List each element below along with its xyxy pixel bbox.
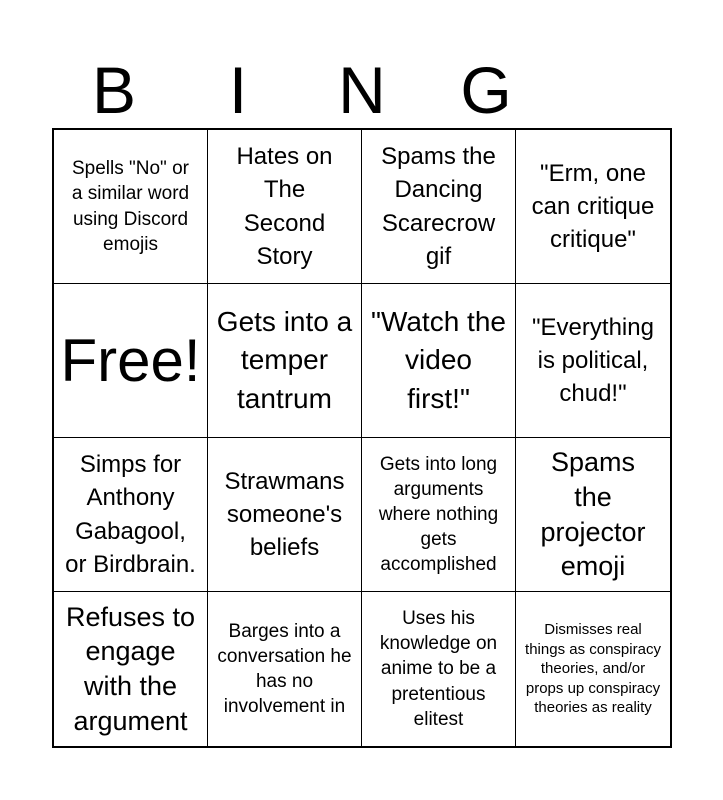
cell-text: "Watch the video first!"	[371, 305, 506, 414]
cell-text: Simps for Anthony Gabagool, or Birdbrain.	[65, 451, 196, 578]
cell-text: Dismisses real things as conspiracy theories, and/or props up conspiracy theories as reality	[525, 621, 661, 717]
cell-text: "Erm, one can critique critique"	[531, 159, 655, 254]
bingo-cell[interactable]	[208, 284, 362, 438]
bingo-cell[interactable]	[362, 438, 516, 592]
free-space-text: Free!	[60, 326, 201, 394]
cell-text: Uses his knowledge on anime to be a pretentious elitest	[379, 608, 498, 730]
bingo-cell[interactable]	[516, 284, 670, 438]
cell-text: "Everything is political, chud!"	[532, 313, 654, 408]
bingo-cell[interactable]	[208, 130, 362, 284]
cell-text: Barges into a conversation he has no involvement in	[217, 620, 352, 718]
bingo-cell[interactable]	[54, 438, 208, 592]
bingo-cell[interactable]	[362, 284, 516, 438]
cell-text: Hates on The Second Story	[236, 143, 333, 270]
bingo-board	[52, 128, 672, 748]
cell-text: Spells "No" or a similar word using Discord emojis	[71, 158, 190, 255]
header-letter-n: N	[338, 53, 386, 127]
bingo-header	[52, 52, 672, 128]
header-letter-i: I	[228, 53, 248, 127]
bingo-cell[interactable]	[54, 130, 208, 284]
bingo-cell[interactable]	[516, 438, 670, 592]
header-letter-g: G	[460, 53, 512, 127]
cell-text: Gets into long arguments where nothing gets accomplished	[378, 453, 499, 576]
cell-text: Refuses to engage with the argument	[65, 601, 196, 736]
header-letter-b: B	[91, 53, 137, 127]
bingo-cell[interactable]	[516, 130, 670, 284]
bingo-cell[interactable]	[362, 130, 516, 284]
bingo-cell[interactable]	[208, 592, 362, 746]
bingo-cell[interactable]	[208, 438, 362, 592]
cell-text: Spams the projector emoji	[540, 447, 646, 582]
header-letter-o	[548, 52, 672, 128]
bingo-cell[interactable]	[54, 592, 208, 746]
bingo-cell[interactable]	[362, 592, 516, 746]
cell-text: Spams the Dancing Scarecrow gif	[381, 143, 496, 270]
cell-text: Strawmans someone's beliefs	[224, 467, 345, 562]
bingo-cell[interactable]	[516, 592, 670, 746]
free-space-cell[interactable]	[54, 284, 208, 438]
cell-text: Gets into a temper tantrum	[216, 305, 353, 414]
